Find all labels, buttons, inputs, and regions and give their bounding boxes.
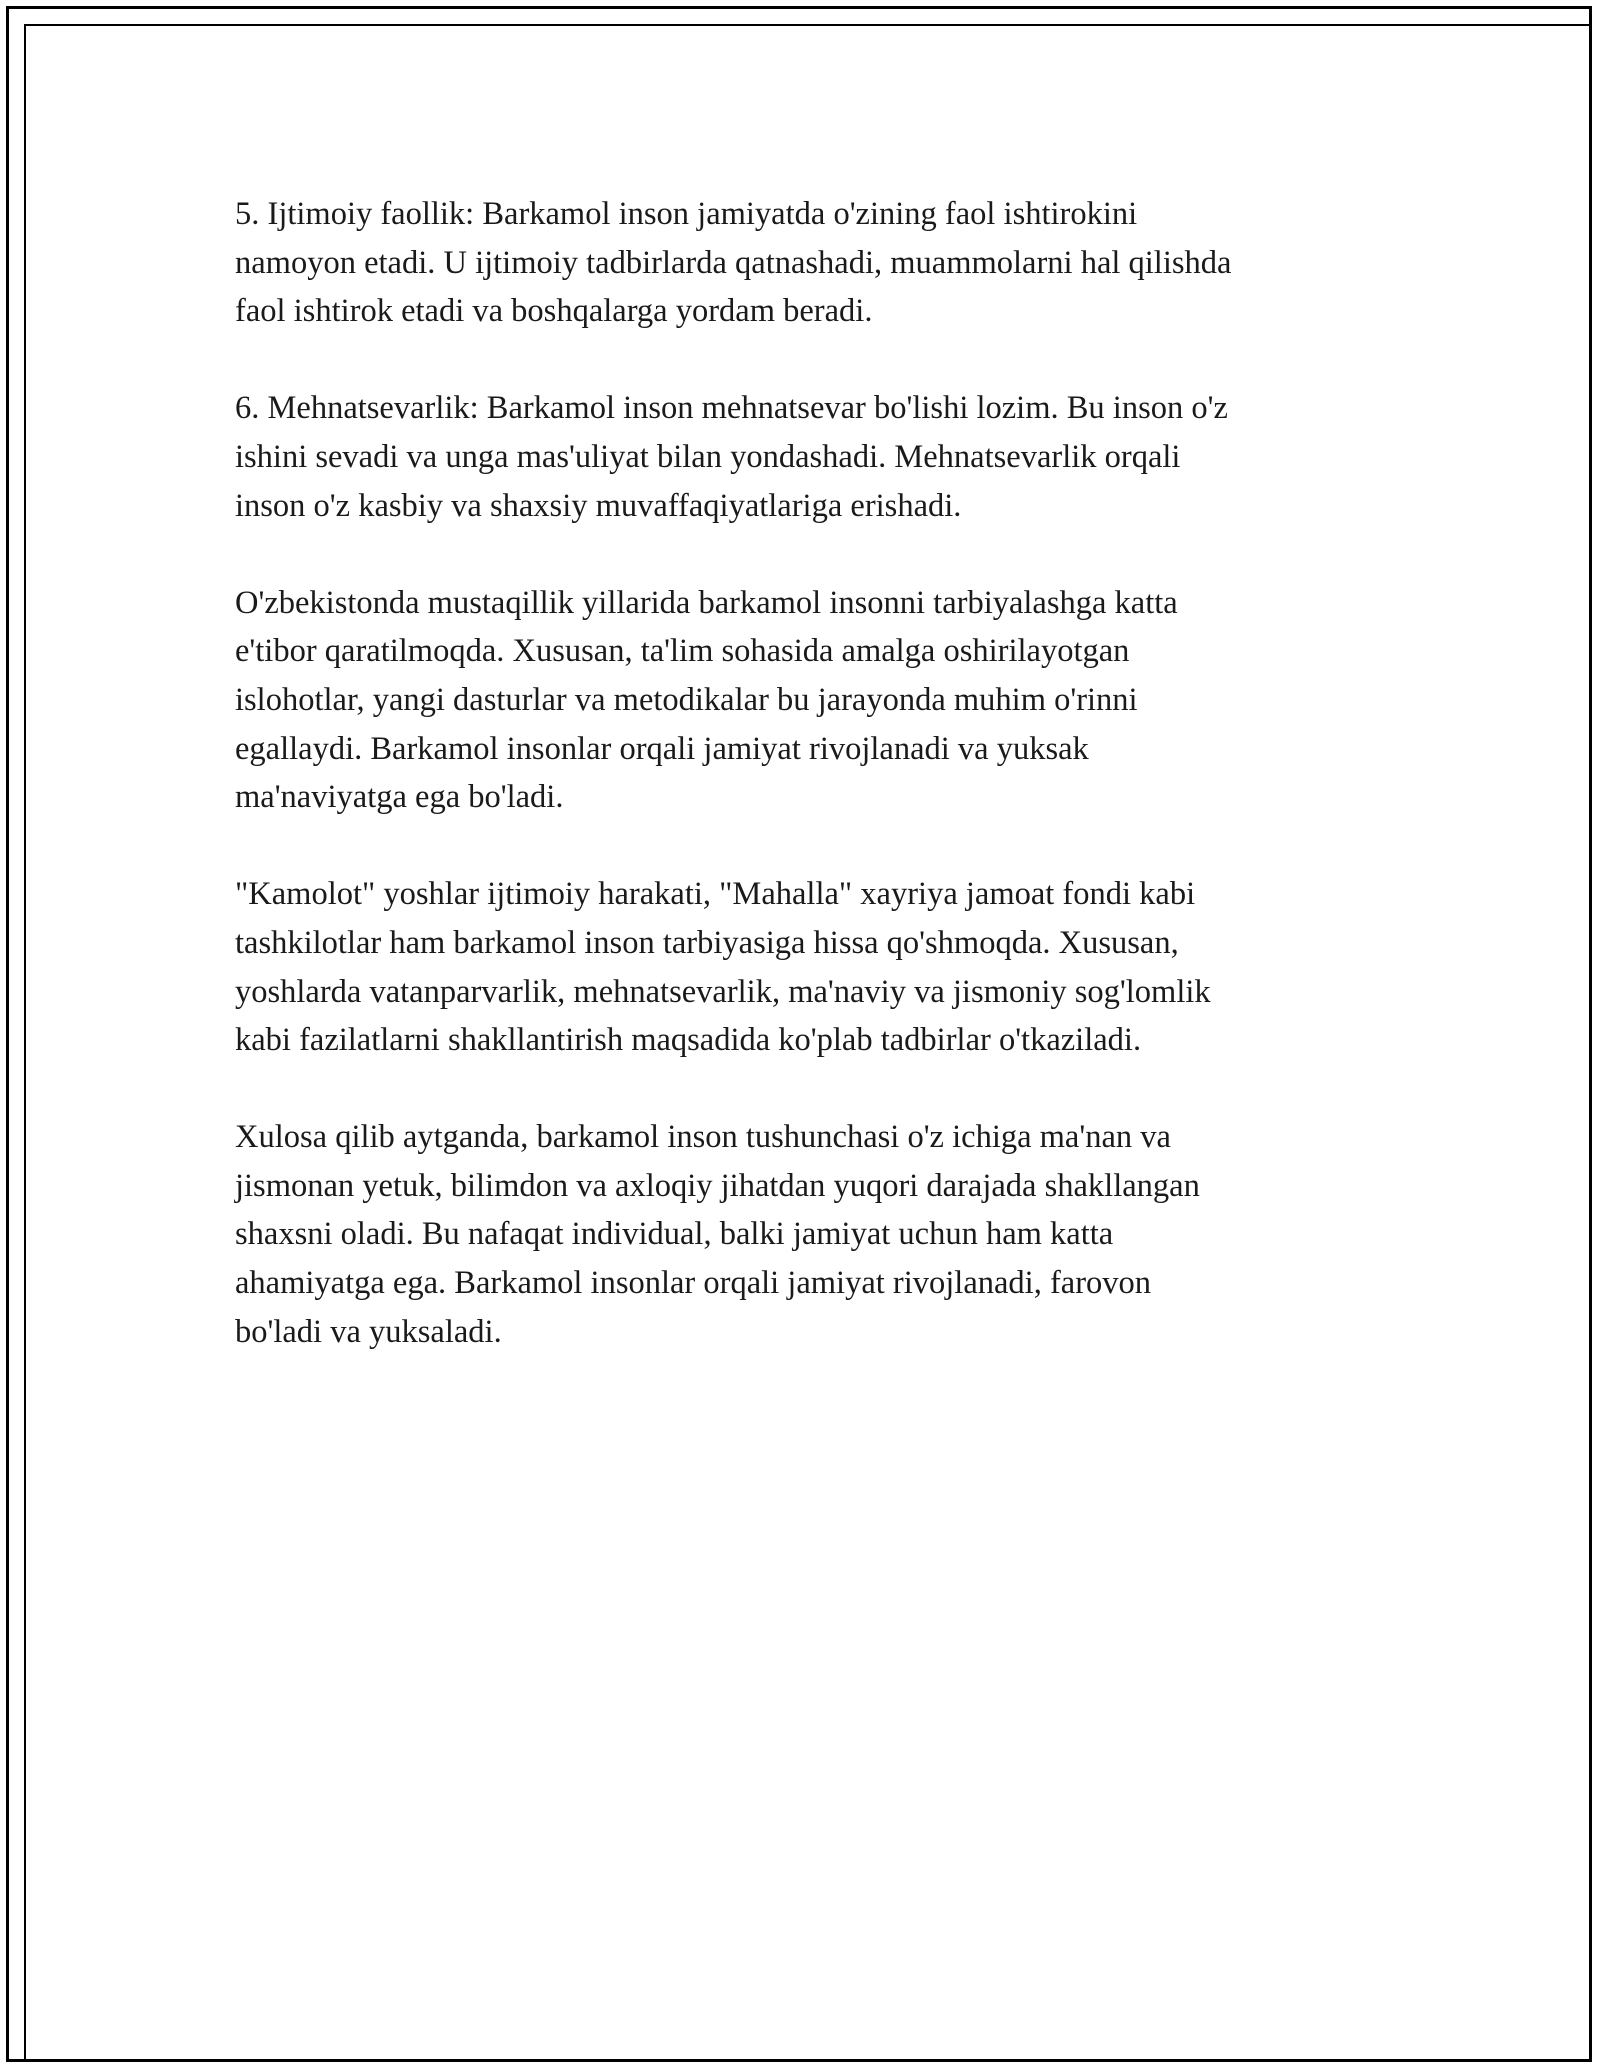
text-line: bo'ladi va yuksaladi.	[235, 1313, 502, 1350]
paragraph-conclusion	[235, 1113, 1385, 1356]
paragraph-diligence	[235, 384, 1385, 530]
text-line: inson o'z kasbiy va shaxsiy muvaffaqiyatlariga erishadi.	[235, 487, 962, 524]
text-line: yoshlarda vatanparvarlik, mehnatsevarlik, ma'naviy va jismoniy sog'lomlik	[235, 973, 1211, 1010]
paragraph-uzbekistan	[235, 579, 1385, 822]
paragraph-organizations	[235, 870, 1385, 1064]
text-line: faol ishtirok etadi va boshqalarga yordam beradi.	[235, 293, 873, 330]
text-line: kabi fazilatlarni shakllantirish maqsadida ko'plab tadbirlar o'tkaziladi.	[235, 1022, 1142, 1059]
text-line: ma'naviyatga ega bo'ladi.	[235, 779, 564, 816]
text-line: namoyon etadi. U ijtimoiy tadbirlarda qatnashadi, muammolarni hal qilishda	[235, 244, 1232, 281]
text-line: "Kamolot" yoshlar ijtimoiy harakati, "Mahalla" xayriya jamoat fondi kabi	[235, 876, 1196, 913]
text-line: ishini sevadi va unga mas'uliyat bilan yondashadi. Mehnatsevarlik orqali	[235, 438, 1181, 475]
text-line: islohotlar, yangi dasturlar va metodikalar bu jarayonda muhim o'rinni	[235, 681, 1138, 718]
text-line: shaxsni oladi. Bu nafaqat individual, balki jamiyat uchun ham katta	[235, 1216, 1114, 1253]
text-line: jismonan yetuk, bilimdon va axloqiy jihatdan yuqori darajada shakllangan	[235, 1167, 1200, 1204]
document-body	[235, 190, 1385, 1405]
text-line: 6. Mehnatsevarlik: Barkamol inson mehnatsevar bo'lishi lozim. Bu inson o'z	[235, 390, 1228, 427]
paragraph-social-activity	[235, 190, 1385, 336]
text-line: tashkilotlar ham barkamol inson tarbiyasiga hissa qo'shmoqda. Xususan,	[235, 924, 1179, 961]
text-line: egallaydi. Barkamol insonlar orqali jamiyat rivojlanadi va yuksak	[235, 730, 1089, 767]
text-line: ahamiyatga ega. Barkamol insonlar orqali jamiyat rivojlanadi, farovon	[235, 1265, 1152, 1302]
text-line: e'tibor qaratilmoqda. Xususan, ta'lim sohasida amalga oshirilayotgan	[235, 633, 1130, 670]
text-line: O'zbekistonda mustaqillik yillarida barkamol insonni tarbiyalashga katta	[235, 584, 1178, 621]
text-line: Xulosa qilib aytganda, barkamol inson tushunchasi o'z ichiga ma'nan va	[235, 1119, 1171, 1156]
text-line: 5. Ijtimoiy faollik: Barkamol inson jamiyatda o'zining faol ishtirokini	[235, 196, 1138, 232]
